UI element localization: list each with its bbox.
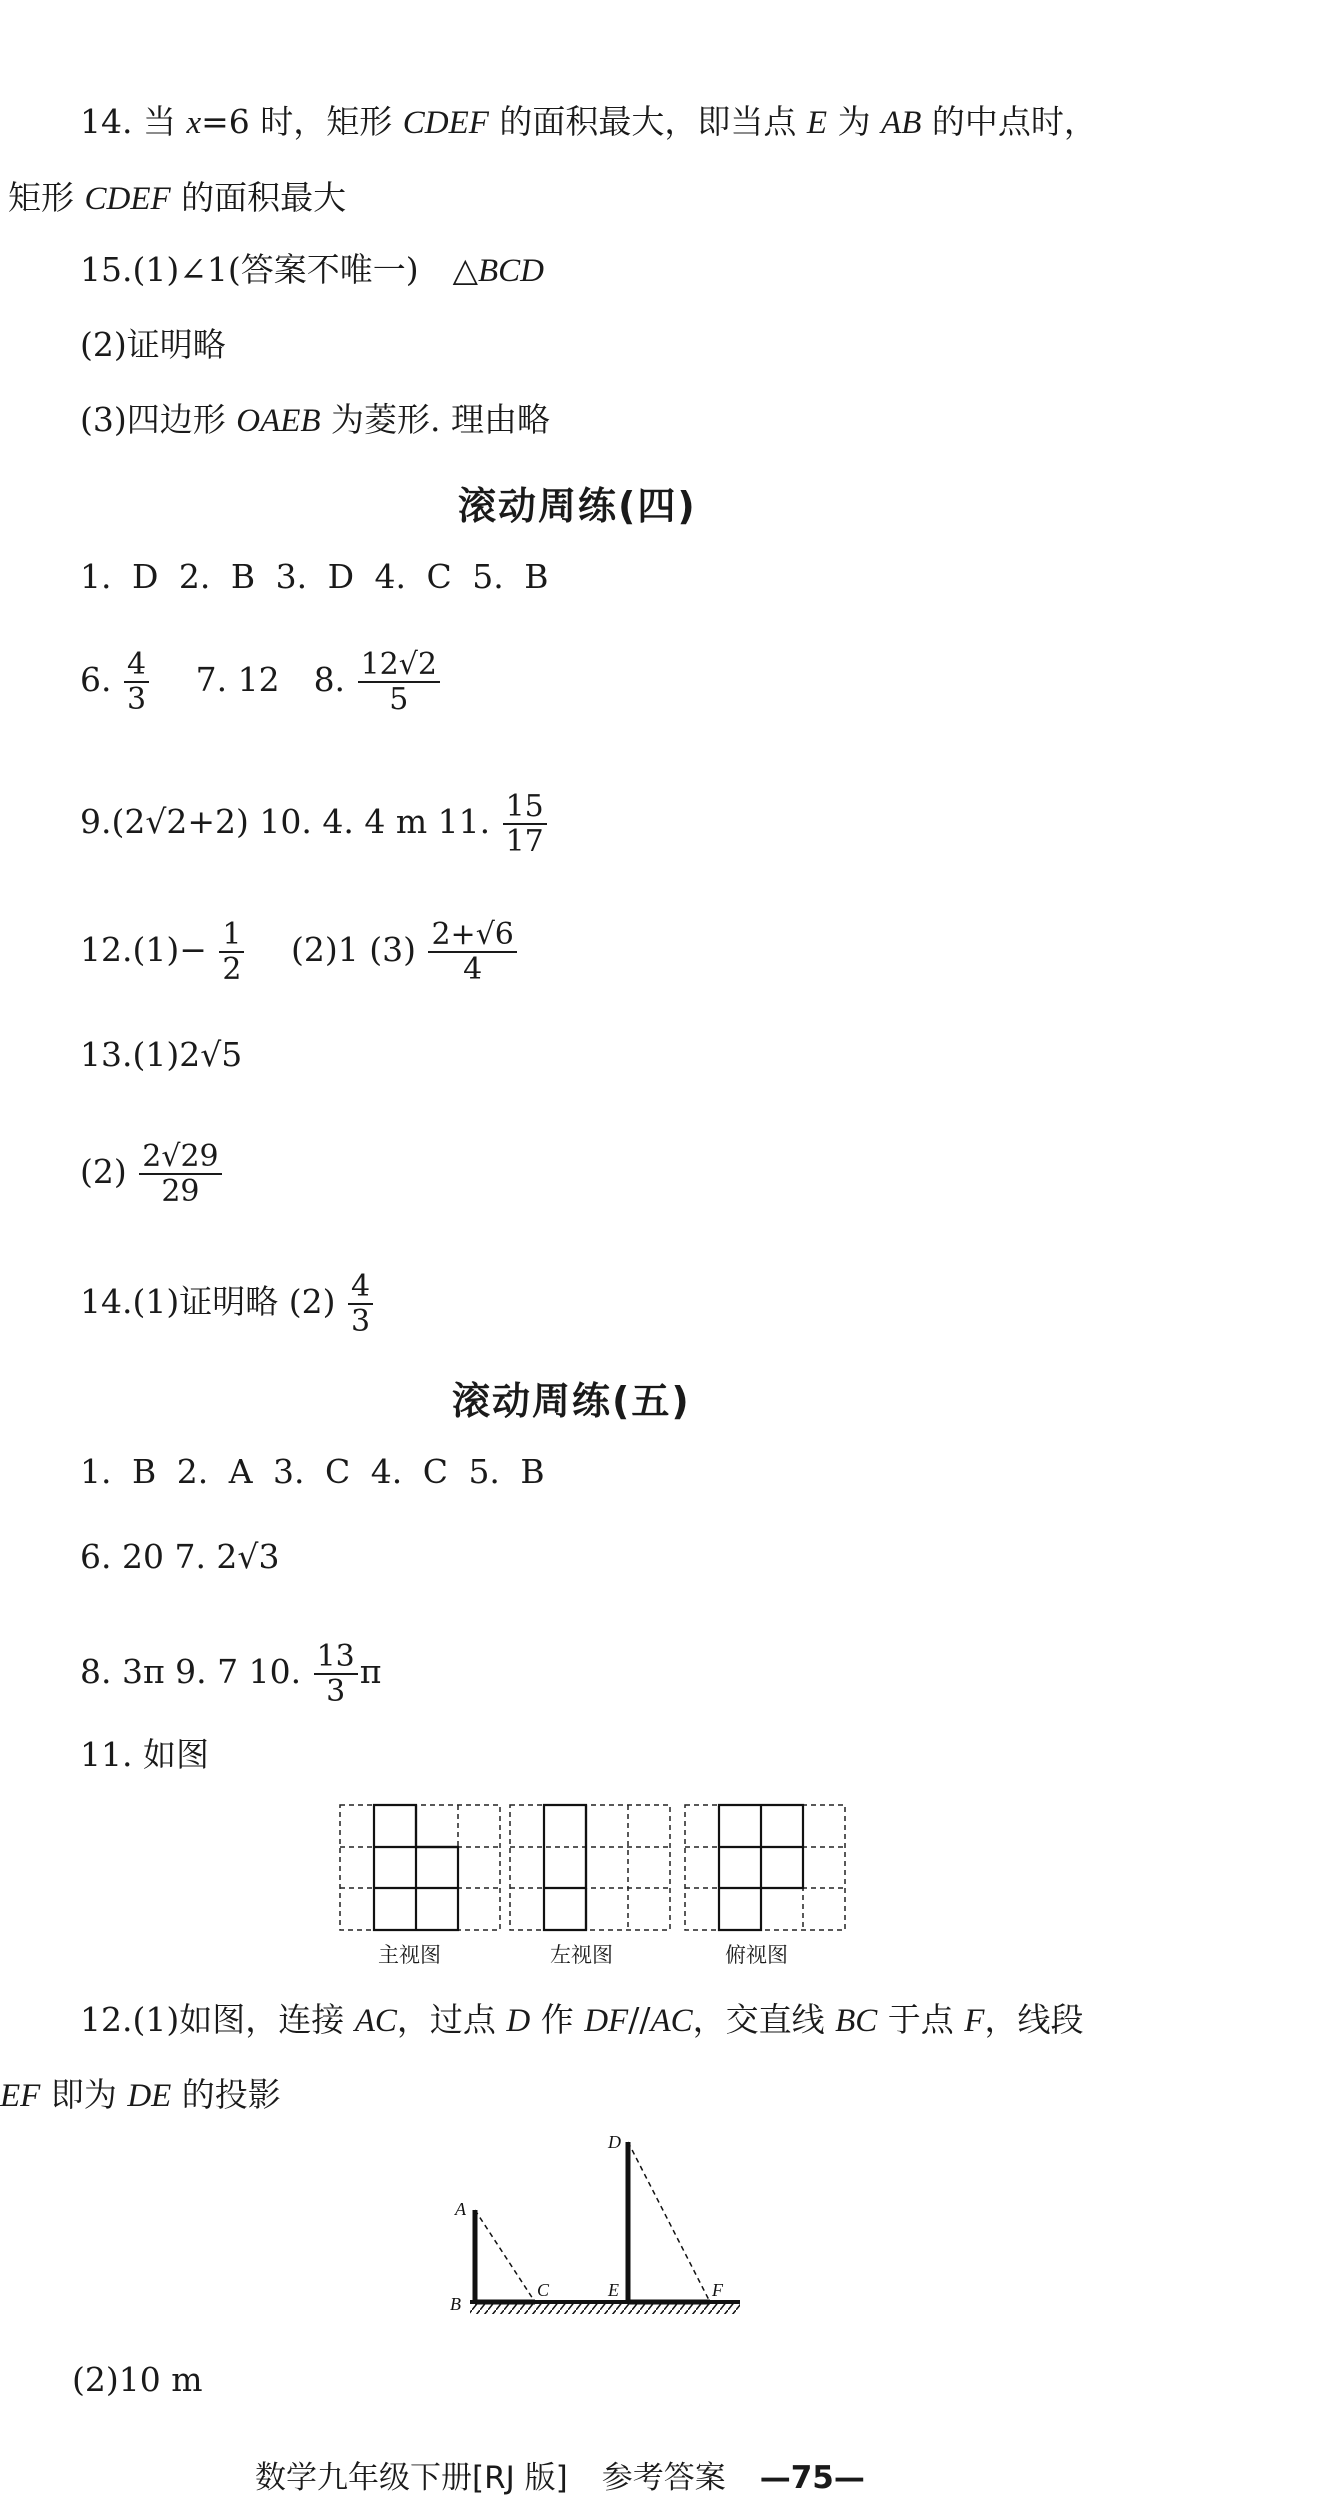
w5-line-6: 6. 20 7. 2√3 bbox=[80, 1537, 280, 1576]
w4-line-6: 6. $\frac{4}{3}$ 7. 12 8. $\frac{12√2}{5}$ bbox=[80, 648, 442, 716]
view-label-top: 俯视图 bbox=[725, 1943, 788, 1967]
fraction-12-3: $\frac{2+√6}{4}$ bbox=[428, 918, 516, 986]
point-label-f: F bbox=[712, 2280, 723, 2300]
w5-line-11: 11. 如图 bbox=[80, 1735, 209, 1774]
w4-line-9: 9.(2√2+2) 10. 4. 4 m 11. $\frac{15}{17}$ bbox=[80, 790, 549, 858]
answer-15-1: 15.(1)∠1(答案不唯一) △BCD bbox=[80, 250, 545, 289]
w4-line-13-1: 13.(1)2√5 bbox=[80, 1035, 243, 1074]
answer-15-2: (2)证明略 bbox=[80, 325, 226, 364]
page-number: —75— bbox=[759, 2460, 865, 2496]
fraction-8: $\frac{12√2}{5}$ bbox=[358, 648, 440, 716]
fraction-11: $\frac{15}{17}$ bbox=[503, 790, 547, 858]
point-label-a: A bbox=[455, 2199, 466, 2219]
answer-14-line2: 矩形 CDEF 的面积最大 bbox=[8, 178, 347, 217]
answer-15-3: (3)四边形 OAEB 为菱形. 理由略 bbox=[80, 400, 551, 439]
fraction-13-2: $\frac{2√29}{29}$ bbox=[139, 1140, 221, 1208]
fraction-10: $\frac{13}{3}$ bbox=[314, 1640, 358, 1708]
fraction-12-1: $\frac{1}{2}$ bbox=[219, 918, 244, 986]
footer-section: 参考答案 bbox=[601, 2460, 726, 2496]
view-label-front: 主视图 bbox=[378, 1943, 441, 1967]
projection-figure bbox=[440, 2130, 760, 2330]
heading-week-5: 滚动周练(五) bbox=[452, 1379, 691, 1423]
heading-week-4: 滚动周练(四) bbox=[458, 484, 697, 528]
w5-line-12-b: EF 即为 DE 的投影 bbox=[0, 2075, 281, 2114]
w4-line-1: 1. D 2. B 3. D 4. C 5. B bbox=[80, 557, 549, 596]
w5-line-12-a: 12.(1)如图，连接 AC，过点 D 作 DF//AC，交直线 BC 于点 F，线段 bbox=[80, 2000, 1084, 2039]
point-label-d: D bbox=[608, 2132, 621, 2152]
w5-line-1: 1. B 2. A 3. C 4. C 5. B bbox=[80, 1452, 545, 1491]
point-label-b: B bbox=[450, 2294, 461, 2314]
fraction-6: $\frac{4}{3}$ bbox=[124, 648, 149, 716]
w5-line-8: 8. 3π 9. 7 10. $\frac{13}{3}$ π bbox=[80, 1639, 382, 1709]
w5-line-12-2: (2)10 m bbox=[72, 2360, 203, 2399]
point-label-e: E bbox=[608, 2280, 619, 2300]
w4-line-13-2: (2) $\frac{2√29}{29}$ bbox=[80, 1140, 224, 1208]
footer-subject: 数学九年级下册[RJ 版] bbox=[255, 2460, 568, 2496]
footer bbox=[255, 2452, 865, 2497]
answer-14-line1: 14. 当 x=6 时，矩形 CDEF 的面积最大，即当点 E 为 AB 的中点时， bbox=[80, 102, 1097, 141]
point-label-c: C bbox=[537, 2280, 550, 2300]
view-label-left: 左视图 bbox=[550, 1943, 613, 1967]
fraction-14-2: $\frac{4}{3}$ bbox=[348, 1270, 373, 1338]
w4-line-12: 12.(1)− $\frac{1}{2}$ (2)1 (3) $\frac{2+√6}{4}$ bbox=[80, 918, 519, 986]
w4-line-14: 14.(1)证明略 (2) $\frac{4}{3}$ bbox=[80, 1270, 375, 1338]
